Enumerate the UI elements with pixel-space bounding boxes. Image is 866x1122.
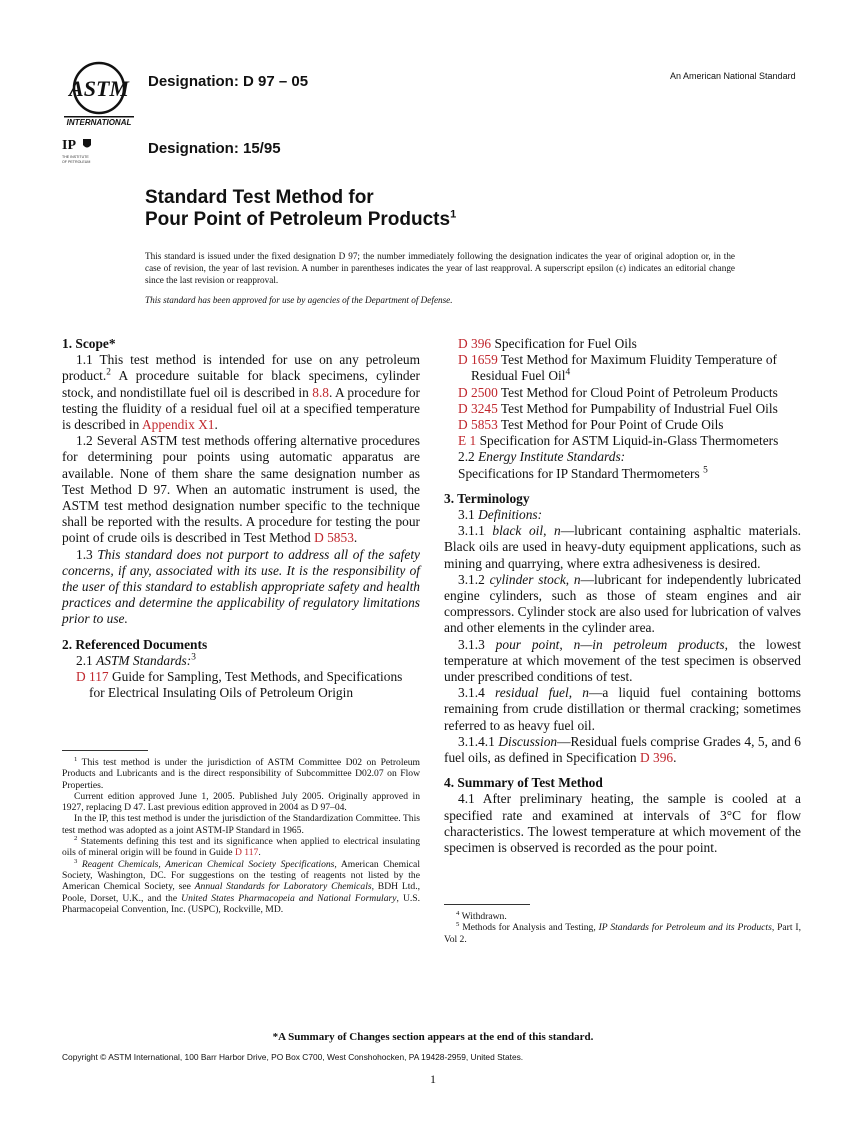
p311-text: —lubricant containing asphaltic materials. Black oils are used in heavy-duty equipment applications, such as mining and quarrying, where extra adhesiveness is desired. [444, 523, 801, 571]
title-line-2 [145, 209, 456, 231]
ref-title: Test Method for Pour Point of Crude Oils [497, 417, 724, 433]
paragraph-3-1-1: 3.1.1 black oil, n—lubricant containing asphaltic materials. Black oils are used in heavy-duty equipment applications, such as mining and quarrying, where extra adhesiveness is desired. [444, 523, 801, 571]
footnotes-right [444, 911, 801, 945]
ref-d396 [458, 336, 801, 352]
p22-text: Energy Institute Standards: [478, 449, 626, 465]
footnote-3 [62, 859, 420, 915]
p313-context: —in petroleum products [580, 636, 725, 652]
footnote-ref-3[interactable]: 3 [191, 652, 196, 663]
footnote-ref-4[interactable]: 4 [565, 367, 571, 378]
link-d5853-ref[interactable]: D 5853 [458, 417, 498, 433]
footnote-1 [62, 757, 420, 791]
link-section-8-8[interactable]: 8.8 [312, 384, 329, 400]
footnote-ref-2[interactable]: 2 [106, 367, 111, 378]
p3141-text-a: —Residual fuels comprise Grades 4, 5, and 6 fuel oils, as defined in Specification [444, 733, 801, 766]
paragraph-1-1 [62, 352, 420, 433]
discussion-label: Discussion [498, 733, 558, 749]
footnote-5 [444, 922, 801, 945]
footnote-5-text-a: Methods for Analysis and Testing, [459, 922, 599, 934]
footnote-3-title-2: Annual Standards for Laboratory Chemicals [194, 881, 372, 893]
p3141-text-b: . [673, 750, 677, 766]
p31-text: Definitions: [478, 507, 543, 523]
footnote-3-text-b: , BDH Ltd., Poole, Dorset, U.K., and the [62, 881, 420, 904]
paragraph-3-1-4: 3.1.4 residual fuel, n—a liquid fuel containing bottoms remaining from crude distillation or thermal cracking; sometimes referred to as heavy fuel oil. [444, 685, 801, 733]
p21-text: ASTM Standards: [96, 652, 192, 668]
noun-marker: n [554, 523, 561, 539]
ip-logo-icon [62, 136, 102, 166]
footnote-3-title-1: Reagent Chemicals, American Chemical Society Specifications [81, 858, 335, 870]
link-d2500[interactable]: D 2500 [458, 384, 498, 400]
footnote-2-text: Statements defining this test and its significance when applied to electrical insulating oils of mineral origin will be found in Guide [62, 836, 420, 859]
document-title [145, 187, 456, 231]
p3141-number: 3.1.4.1 [458, 733, 499, 749]
ref-title: Test Method for Maximum Fluidity Temperature of Residual Fuel Oil [471, 352, 777, 384]
p314-number: 3.1.4 [458, 685, 496, 701]
paragraph-2-1 [62, 653, 420, 669]
footnote-3-title-3: United States Pharmacopeia and National Formulary [181, 892, 397, 904]
p313-number: 3.1.3 [458, 636, 496, 652]
footnote-ref-5[interactable]: 5 [703, 465, 708, 476]
ip-logo-sub1: THE INSTITUTE [62, 155, 89, 159]
term-pour-point: pour point [495, 636, 560, 652]
ref-d117-title: Guide for Sampling, Test Methods, and Specifications for Electrical Insulating Oils of Petroleum Origin [89, 669, 403, 701]
section-2-heading: 2. Referenced Documents [62, 636, 208, 652]
paragraph-3-1-3: 3.1.3 pour point, n—in petroleum products, the lowest temperature at which movement of the test specimen is observed under prescribed conditions of test. [444, 636, 801, 685]
p31-number: 3.1 [458, 507, 479, 523]
footnote-5-text-b: , Part I, Vol 2. [444, 922, 802, 945]
footnotes-left [62, 757, 420, 915]
paragraph-3-1 [444, 507, 801, 523]
footnote-1-edition: Current edition approved June 1, 2005. Published July 2005. Originally approved in 1927, replacing D 47. Last previous edition approved in 2004 as D 97–04. [62, 790, 420, 814]
ref-title: Test Method for Cloud Point of Petroleum Products [497, 384, 778, 400]
ref-d2500 [458, 385, 801, 401]
footnote-5-mark: 5 [456, 921, 460, 929]
footnote-4-mark: 4 [456, 909, 460, 917]
footnote-1-text: This test method is under the jurisdiction of ASTM Committee D02 on Petroleum Products and Lubricants and is the direct responsibility of Subcommittee D02.07 on Flow Properties. [62, 757, 420, 791]
footnote-3-text-a: , American Chemical Society, Washington, DC. For suggestions on the testing of reagents not listed by the American Chemical Society, see [62, 858, 420, 893]
footnote-1-ip: In the IP, this test method is under the jurisdiction of the Standardization Committee. This test method was adopted as a joint ASTM-IP Standard in 1965. [62, 813, 420, 836]
title-line-2-text: Pour Point of Petroleum Products [145, 209, 451, 230]
title-line-1: Standard Test Method for [145, 187, 374, 208]
ip-logo-sub2: OF PETROLEUM [62, 160, 91, 164]
footnote-2 [62, 836, 420, 859]
copyright-line: Copyright © ASTM International, 100 Barr Harbor Drive, PO Box C700, West Conshohocken, PA 19428-2959, United States. [62, 1052, 524, 1062]
p11-text-d: . [214, 417, 218, 433]
referenced-document-list-left [62, 669, 420, 701]
dod-approval-note: This standard has been approved for use by agencies of the Department of Defense. [145, 295, 453, 305]
footnote-3-mark: 3 [74, 857, 78, 865]
p313-text: , the lowest temperature at which movement of the test specimen is observed under prescribed conditions of test. [444, 636, 801, 685]
standard-issuance-note: This standard is issued under the fixed designation D 97; the number immediately following the designation indicates the year of original adoption or, in the case of revision, the year of last revision. A number in parentheses indicates the year of last reapproval. A superscript epsilon (ϵ) indicates an editorial change since the last revision or reapproval. [145, 251, 735, 285]
paragraph-1-2 [62, 433, 420, 546]
astm-international-text: INTERNATIONAL [66, 118, 132, 126]
p12-text-a: 1.2 Several ASTM test methods offering alternative procedures for determining pour points using automatic apparatus are available. None of them share the same designation number as Test Method D 97. When an automatic instrument is used, the ASTM test method designation number specific to the technique shall be reported with the results. A procedure for testing the pour point of crude oils is described in Test Method [62, 433, 420, 546]
footnote-1-mark: 1 [74, 755, 78, 763]
link-d117-footnote[interactable]: D 117 [234, 847, 259, 859]
link-d3245[interactable]: D 3245 [458, 400, 498, 416]
section-3-heading: 3. Terminology [444, 490, 530, 506]
noun-marker: n [573, 636, 581, 652]
ip-logo-text: IP [62, 138, 76, 153]
ref-title: Test Method for Pumpability of Industrial Fuel Oils [497, 400, 778, 416]
term-black-oil: black oil [492, 523, 544, 539]
ref-d5853 [458, 417, 801, 433]
link-e1[interactable]: E 1 [458, 433, 477, 449]
p11-text-b: A procedure suitable for black specimens, cylinder stock, and nondistillate fuel oil is described in [62, 368, 420, 400]
ref-d3245 [458, 401, 801, 417]
paragraph-1-3 [62, 547, 420, 628]
section-1-heading: 1. Scope* [62, 336, 116, 351]
p13-text: This standard does not purport to address all of the safety concerns, if any, associated with its use. It is the responsibility of the user of this standard to establish appropriate safety and health practices and determine the applicability of regulatory limitations prior to use. [62, 546, 420, 627]
section-4-heading: 4. Summary of Test Method [444, 775, 603, 791]
noun-marker: n [573, 571, 581, 587]
footnote-rule-right [444, 904, 530, 905]
p311-number: 3.1.1 [458, 523, 493, 539]
referenced-document-list-right [444, 336, 801, 449]
designation-ip: Designation: 15/95 [148, 140, 281, 157]
p21-number: 2.1 [76, 652, 97, 668]
term-residual-fuel: residual fuel [495, 685, 569, 701]
ref-d1659 [458, 352, 801, 384]
term-cylinder-stock: cylinder stock [489, 571, 566, 587]
p312-text: —lubricant for independently lubricated engine cylinders, such as those of steam engines and air compressors. Cylinder stock are also used for lubrication of valves and other elements in the cylinder area. [444, 571, 801, 636]
p22-number: 2.2 [458, 449, 479, 465]
link-d396-spec[interactable]: D 396 [639, 750, 674, 766]
footnote-4-text: Withdrawn. [459, 911, 507, 922]
footnote-5-title: IP Standards for Petroleum and its Products [598, 922, 772, 934]
paragraph-3-1-4-1 [444, 734, 801, 766]
astm-logo-icon [62, 60, 136, 126]
left-column [62, 336, 420, 701]
link-d1659[interactable]: D 1659 [458, 352, 498, 368]
p12-text-b: . [353, 530, 358, 546]
p11-text-a: 1.1 This test method is intended for use on any petroleum product. [62, 352, 420, 384]
ip-thermo-text: Specifications for IP Standard Thermometers [458, 465, 704, 481]
paragraph-4-1: 4.1 After preliminary heating, the sample is cooled at a specified rate and examined at intervals of 3°C for flow characteristics. The lowest temperature at which movement of the specimen is observed is recorded as the pour point. [444, 791, 801, 856]
designation-astm: Designation: D 97 – 05 [148, 73, 309, 90]
noun-marker: n [582, 685, 589, 701]
p314-text: —a liquid fuel containing bottoms remaining from crude distillation or thermal cracking; sometimes referred to as heavy fuel oil. [444, 685, 801, 733]
footnote-2-end: . [258, 847, 261, 859]
footnote-4 [444, 911, 801, 922]
ref-title: Specification for ASTM Liquid-in-Glass Thermometers [476, 433, 779, 449]
p11-text-c: . A procedure for testing the fluidity of a residual fuel oil at a specified temperature is described in [62, 384, 420, 433]
ip-logo [62, 136, 102, 166]
link-d117[interactable]: D 117 [76, 669, 109, 685]
link-d5853[interactable]: D 5853 [314, 530, 354, 546]
astm-logo-text: ASTM [69, 76, 129, 101]
astm-logo [62, 60, 136, 126]
ref-d117 [76, 669, 420, 701]
link-d396[interactable]: D 396 [458, 336, 492, 351]
title-footnote-mark: 1 [450, 208, 457, 221]
american-national-standard-label: An American National Standard [670, 71, 796, 81]
paragraph-3-1-2: 3.1.2 cylinder stock, n—lubricant for independently lubricated engine cylinders, such as those of steam engines and air compressors. Cylinder stock are also used for lubrication of valves and other elements in the cylinder area. [444, 571, 801, 636]
link-appendix-x1[interactable]: Appendix X1 [141, 417, 215, 433]
page-number: 1 [430, 1072, 436, 1086]
footnote-2-mark: 2 [74, 834, 78, 842]
ref-ip-thermometers [444, 466, 801, 482]
right-column [444, 336, 801, 856]
paragraph-2-2 [444, 449, 801, 465]
summary-of-changes-note: *A Summary of Changes section appears at the end of this standard. [272, 1031, 594, 1043]
ref-title: Specification for Fuel Oils [491, 336, 637, 351]
p13-number: 1.3 [76, 546, 98, 562]
ref-e1 [458, 433, 801, 449]
footnote-rule-left [62, 750, 148, 751]
footnote-3-text-c: , U.S. Pharmacopeial Convention, Inc. (USPC), Rockville, MD. [62, 892, 420, 915]
p312-number: 3.1.2 [458, 571, 490, 587]
